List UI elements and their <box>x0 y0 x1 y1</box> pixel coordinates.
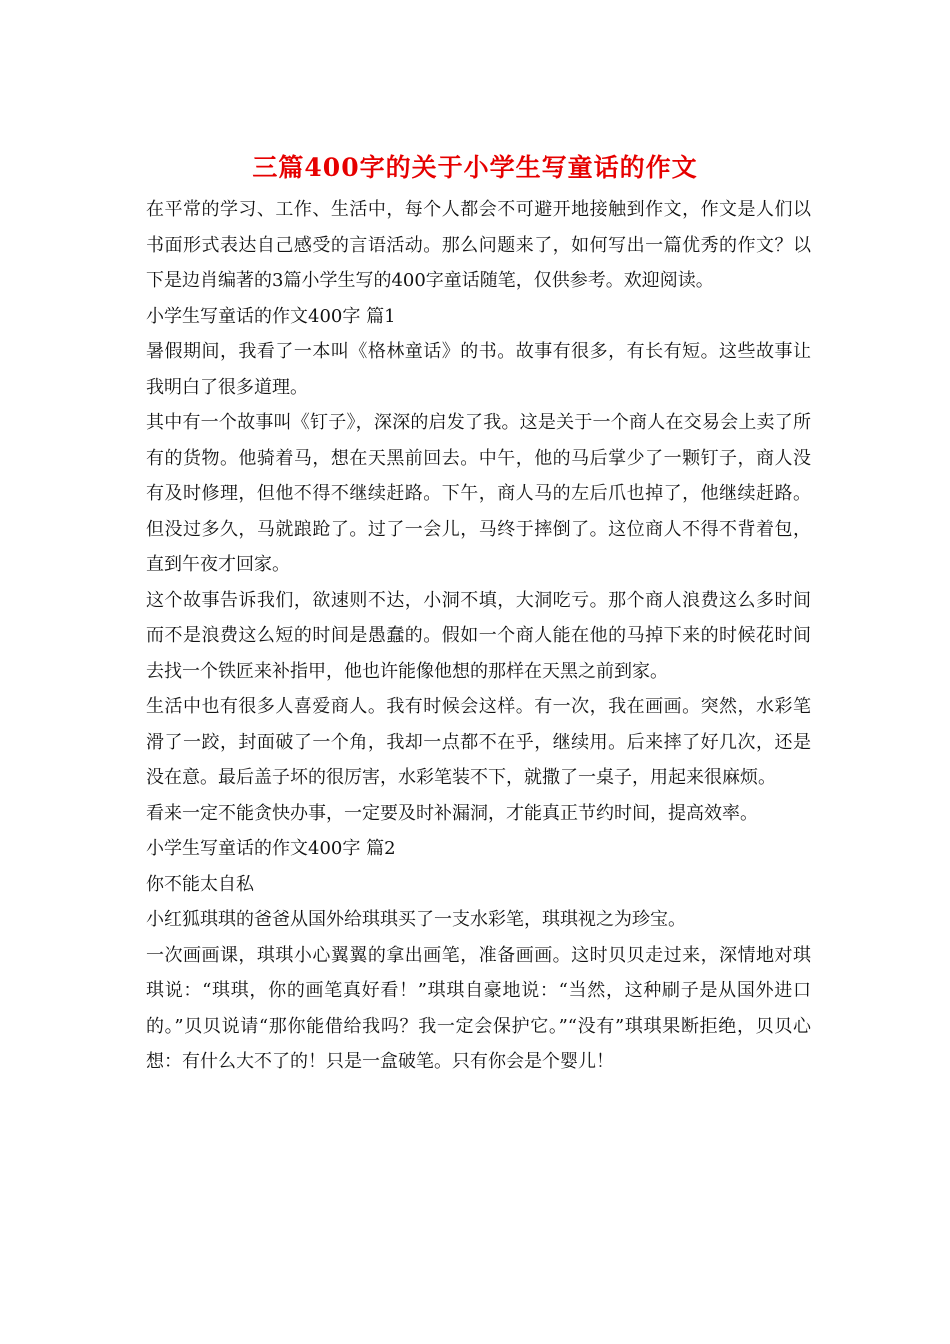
document-title: 三篇400字的关于小学生写童话的作文 <box>252 153 698 182</box>
paragraph: 小红狐琪琪的爸爸从国外给琪琪买了一支水彩笔，琪琪视之为珍宝。 <box>146 909 686 930</box>
paragraph: 暑假期间，我看了一本叫《格林童话》的书。故事有很多，有长有短。这些故事让我明白了很多道理。 <box>146 341 811 398</box>
paragraph: 这个故事告诉我们，欲速则不达，小洞不填，大洞吃亏。那个商人浪费这么多时间而不是浪费这么短的时间是愚蠢的。假如一个商人能在他的马掉下来的时候花时间去找一个铁匠来补指甲，他也许能像他想的那样在天黑之前到家。 <box>146 589 811 682</box>
paragraph: 生活中也有很多人喜爱商人。我有时候会这样。有一次，我在画画。突然，水彩笔滑了一跤，封面破了一个角，我却一点都不在乎，继续用。后来摔了好几次，还是没在意。最后盖子坏的很厉害，水彩笔装不下，就撒了一桌子，用起来很麻烦。 <box>146 696 811 788</box>
section-heading-2: 小学生写童话的作文400字 篇2 <box>146 838 396 859</box>
intro-paragraph: 在平常的学习、工作、生活中，每个人都会不可避开地接触到作文，作文是人们以书面形式表达自己感受的言语活动。那么问题来了，如何写出一篇优秀的作文？以下是边肖编著的3篇小学生写的400字童话随笔，仅供参考。欢迎阅读。 <box>146 199 811 291</box>
story-subtitle: 你不能太自私 <box>146 873 254 895</box>
paragraph: 其中有一个故事叫《钉子》，深深的启发了我。这是关于一个商人在交易会上卖了所有的货物。他骑着马，想在天黑前回去。中午，他的马后掌少了一颗钉子，商人没有及时修理，但他不得不继续赶路。下午，商人马的左后爪也掉了，他继续赶路。但没过多久，马就踉跄了。过了一会儿，马终于摔倒了。这位商人不得不背着包，直到午夜才回家。 <box>146 412 811 575</box>
section-heading-1: 小学生写童话的作文400字 篇1 <box>146 305 396 327</box>
document-body <box>146 192 811 1080</box>
paragraph: 看来一定不能贪快办事，一定要及时补漏洞，才能真正节约时间，提高效率。 <box>146 802 758 824</box>
paragraph: 一次画画课，琪琪小心翼翼的拿出画笔，准备画画。这时贝贝走过来，深情地对琪琪说：“琪琪，你的画笔真好看！”琪琪自豪地说：“当然，这种刷子是从国外进口的。”贝贝说请“那你能借给我吗？我一定会保护它。”“没有”琪琪果断拒绝，贝贝心想：有什么大不了的！只是一盒破笔。只有你会是个婴儿！ <box>146 944 811 1072</box>
